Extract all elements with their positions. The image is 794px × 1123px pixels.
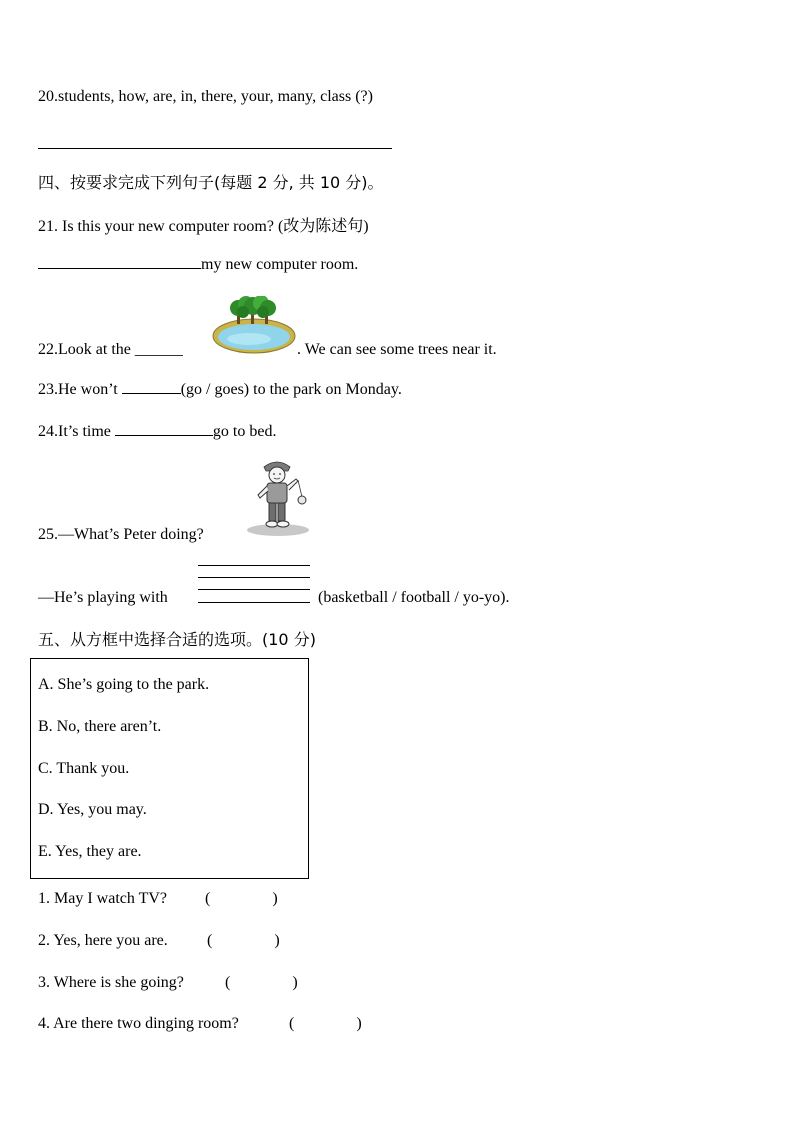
question-21-prompt: 21. Is this your new computer room? (改为陈述句) xyxy=(38,218,369,235)
match-question-4: 4. Are there two dinging room? xyxy=(38,1015,239,1032)
match-question-3: 3. Where is she going? xyxy=(38,974,184,991)
answer-line-20[interactable] xyxy=(38,148,392,149)
answer-line-25b[interactable] xyxy=(198,577,310,578)
question-21-answer xyxy=(38,254,358,274)
answer-blank-21[interactable] xyxy=(38,254,201,269)
paren-close: ) xyxy=(274,932,280,949)
section-5-heading: 五、从方框中选择合适的选项。(10 分) xyxy=(38,630,316,649)
boy-playing-yoyo-icon xyxy=(244,455,314,537)
match-question-2: 2. Yes, here you are. xyxy=(38,932,168,949)
answer-line-25a[interactable] xyxy=(198,565,310,566)
question-21-answer-tail: my new computer room. xyxy=(201,256,359,273)
question-24-prefix: 24.It’s time xyxy=(38,423,115,440)
paren-close: ) xyxy=(356,1015,362,1032)
question-25-question: 25.—What’s Peter doing? xyxy=(38,526,204,543)
option-c: C. Thank you. xyxy=(38,760,130,777)
answer-line-25d[interactable] xyxy=(198,602,310,603)
question-24 xyxy=(38,421,276,441)
paren-open: ( xyxy=(289,1015,295,1032)
answer-line-25c[interactable] xyxy=(198,589,310,590)
section-4-heading: 四、按要求完成下列句子(每题 2 分, 共 10 分)。 xyxy=(38,173,384,192)
answer-paren-4[interactable] xyxy=(289,1015,362,1033)
answer-paren-1[interactable] xyxy=(205,890,278,908)
option-e: E. Yes, they are. xyxy=(38,843,142,860)
question-20: 20.students, how, are, in, there, your, many, class (?) xyxy=(38,88,373,105)
answer-blank-24[interactable] xyxy=(115,421,213,436)
question-22-prefix: 22.Look at the ______ xyxy=(38,341,183,358)
question-25-answer-options: (basketball / football / yo-yo). xyxy=(318,589,510,606)
option-d: D. Yes, you may. xyxy=(38,801,147,818)
question-22-suffix: . We can see some trees near it. xyxy=(297,341,497,358)
answer-paren-3[interactable] xyxy=(225,974,298,992)
option-a: A. She’s going to the park. xyxy=(38,676,210,693)
question-23 xyxy=(38,379,402,399)
paren-open: ( xyxy=(207,932,213,949)
question-25-answer-prefix: —He’s playing with xyxy=(38,589,168,606)
answer-paren-2[interactable] xyxy=(207,932,280,950)
paren-open: ( xyxy=(225,974,231,991)
paren-open: ( xyxy=(205,890,211,907)
lake-with-trees-icon xyxy=(211,296,297,354)
question-24-suffix: go to bed. xyxy=(212,423,277,440)
option-b: B. No, there aren’t. xyxy=(38,718,162,735)
answer-blank-23[interactable] xyxy=(122,379,181,394)
question-23-suffix: (go / goes) to the park on Monday. xyxy=(180,381,402,398)
match-question-1: 1. May I watch TV? xyxy=(38,890,167,907)
paren-close: ) xyxy=(272,890,278,907)
paren-close: ) xyxy=(292,974,298,991)
question-23-prefix: 23.He won’t xyxy=(38,381,122,398)
